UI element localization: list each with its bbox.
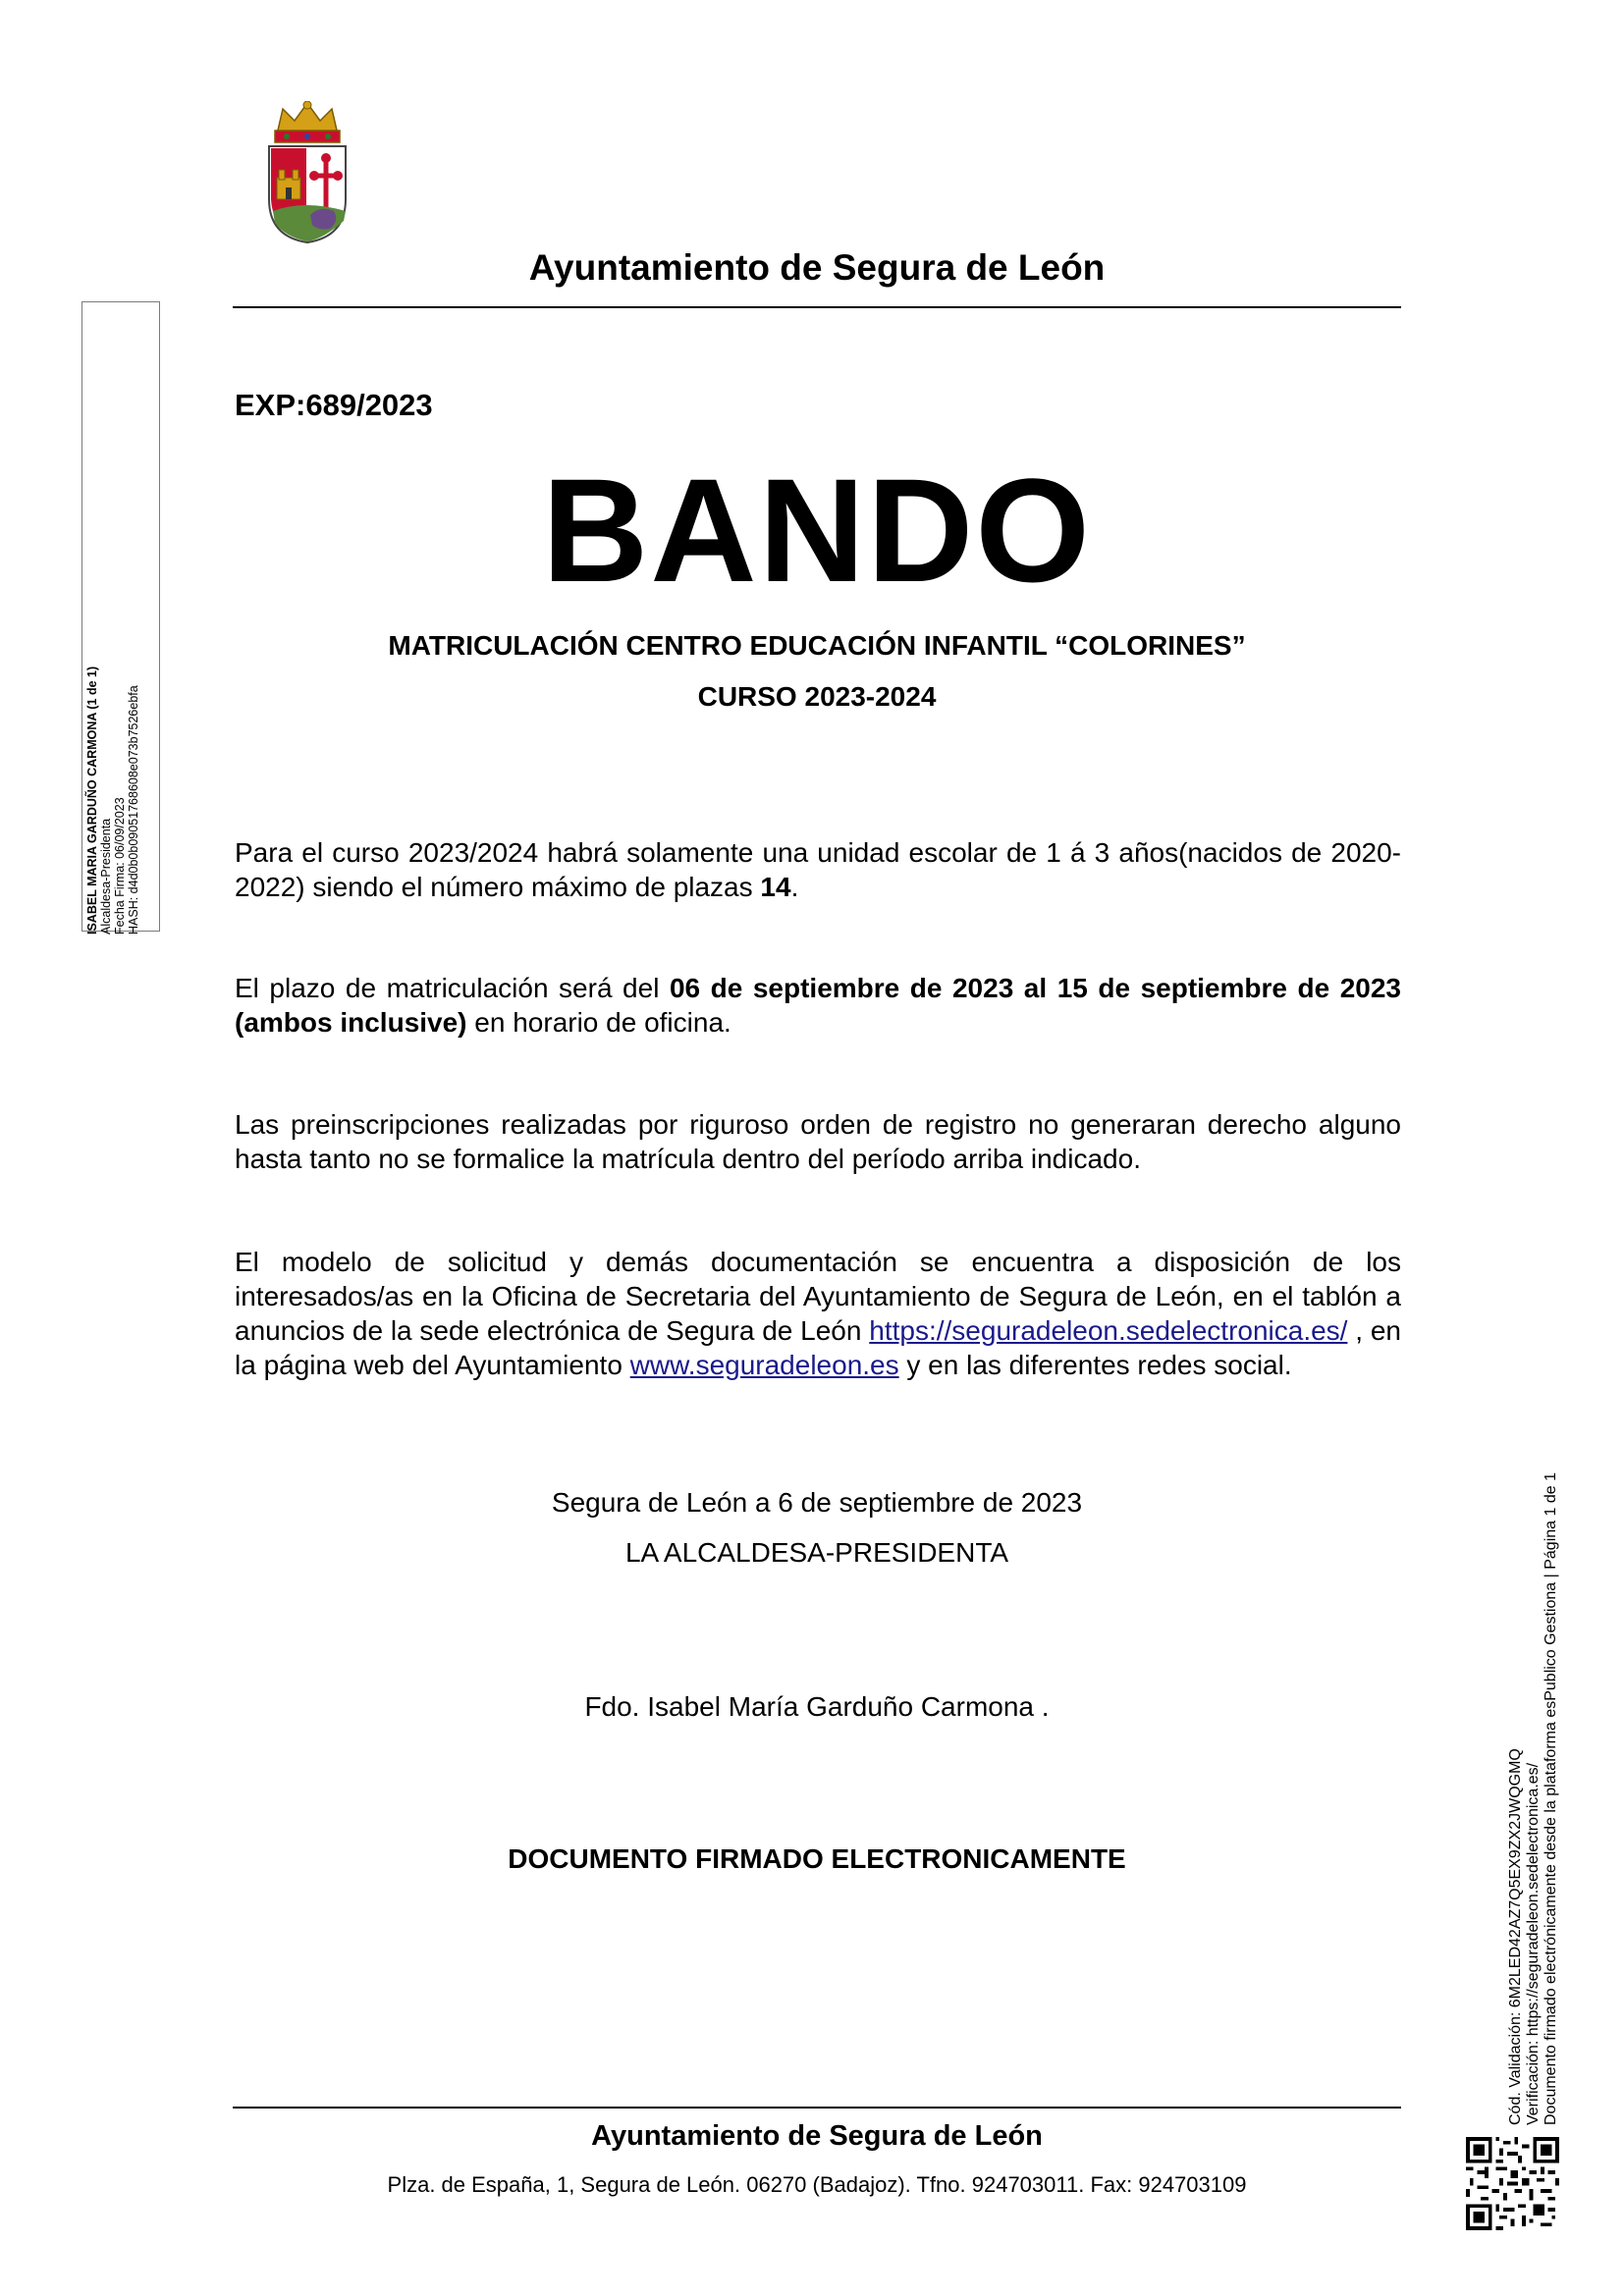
- coat-of-arms-logo: [265, 101, 350, 243]
- signer-title: LA ALCALDESA-PRESIDENTA: [624, 1537, 1009, 1568]
- signature-stamp: [81, 301, 160, 932]
- signer-name: ISABEL MARIA GARDUÑO CARMONA (1 de 1): [85, 666, 99, 934]
- footer-title: Ayuntamiento de Segura de León: [591, 2120, 1043, 2152]
- paragraph-documentation: El modelo de solicitud y demás documentación se encuentra a disposición de los interesados/as en la Oficina de Secretaria del Ayuntamiento de Segura de León, en el tablón a anuncios de la sede electrónica de Segura de León https://seguradeleon.sedelectronica.es/ , en la página web del Ayuntamiento www.seguradeleon.es y en las diferentes redes social.: [235, 1247, 1402, 1380]
- platform-note: Documento firmado electrónicamente desde la plataforma esPublico Gestiona | Página 1 de 1: [1543, 1472, 1559, 2125]
- signature-stamp-text: [85, 618, 140, 934]
- footer-divider: [233, 2107, 1401, 2109]
- validation-code: Cód. Validación: 6M2LED42AZ7Q5EX9ZX2JWQGMQ: [1507, 1748, 1524, 2125]
- electronic-signature-note: DOCUMENTO FIRMADO ELECTRONICAMENTE: [508, 1843, 1126, 1874]
- signature-date: Fecha Firma: 06/09/2023: [113, 797, 127, 934]
- paragraph-enrollment-period: El plazo de matriculación será del 06 de septiembre de 2023 al 15 de septiembre de 2023 (ambos inclusive) en horario de oficina.: [235, 973, 1401, 1038]
- course-year: CURSO 2023-2024: [697, 681, 937, 712]
- header-title: Ayuntamiento de Segura de León: [528, 247, 1106, 288]
- validation-info: [1507, 1438, 1560, 2125]
- document-subtitle: MATRICULACIÓN CENTRO EDUCACIÓN INFANTIL “COLORINES”: [388, 630, 1246, 661]
- verification-url: Verificación: https://seguradeleon.sedelectronica.es/: [1525, 1762, 1542, 2125]
- header-divider: [233, 306, 1401, 308]
- sede-electronica-link[interactable]: https://seguradeleon.sedelectronica.es/: [869, 1315, 1348, 1346]
- document-heading: BANDO: [542, 448, 1092, 613]
- paragraph-capacity: Para el curso 2023/2024 habrá solamente una unidad escolar de 1 á 3 años(nacidos de 2020-2022) siendo el número máximo de plazas 14.: [235, 837, 1401, 902]
- signer-role: Alcaldesa-Presidenta: [99, 818, 113, 934]
- signature-line: Fdo. Isabel María Garduño Carmona .: [584, 1691, 1050, 1722]
- enrollment-dates: 06 de septiembre de 2023 al 15 de septiembre de 2023 (ambos inclusive): [235, 973, 1401, 1038]
- signature-hash: HASH: d4d0b0b09051768608e073b7526ebfa: [127, 685, 140, 934]
- paragraph-preregistration: Las preinscripciones realizadas por riguroso orden de registro no generaran derecho alguno hasta tanto no se formalice la matrícula dentro del período arriba indicado.: [235, 1109, 1401, 1174]
- place-date: Segura de León a 6 de septiembre de 2023: [551, 1487, 1083, 1518]
- file-number: EXP:689/2023: [235, 388, 433, 422]
- qr-code-icon: [1466, 2137, 1559, 2230]
- website-link[interactable]: www.seguradeleon.es: [629, 1350, 899, 1380]
- footer-address: Plza. de España, 1, Segura de León. 06270 (Badajoz). Tfno. 924703011. Fax: 924703109: [387, 2172, 1247, 2197]
- max-places: 14: [760, 872, 791, 902]
